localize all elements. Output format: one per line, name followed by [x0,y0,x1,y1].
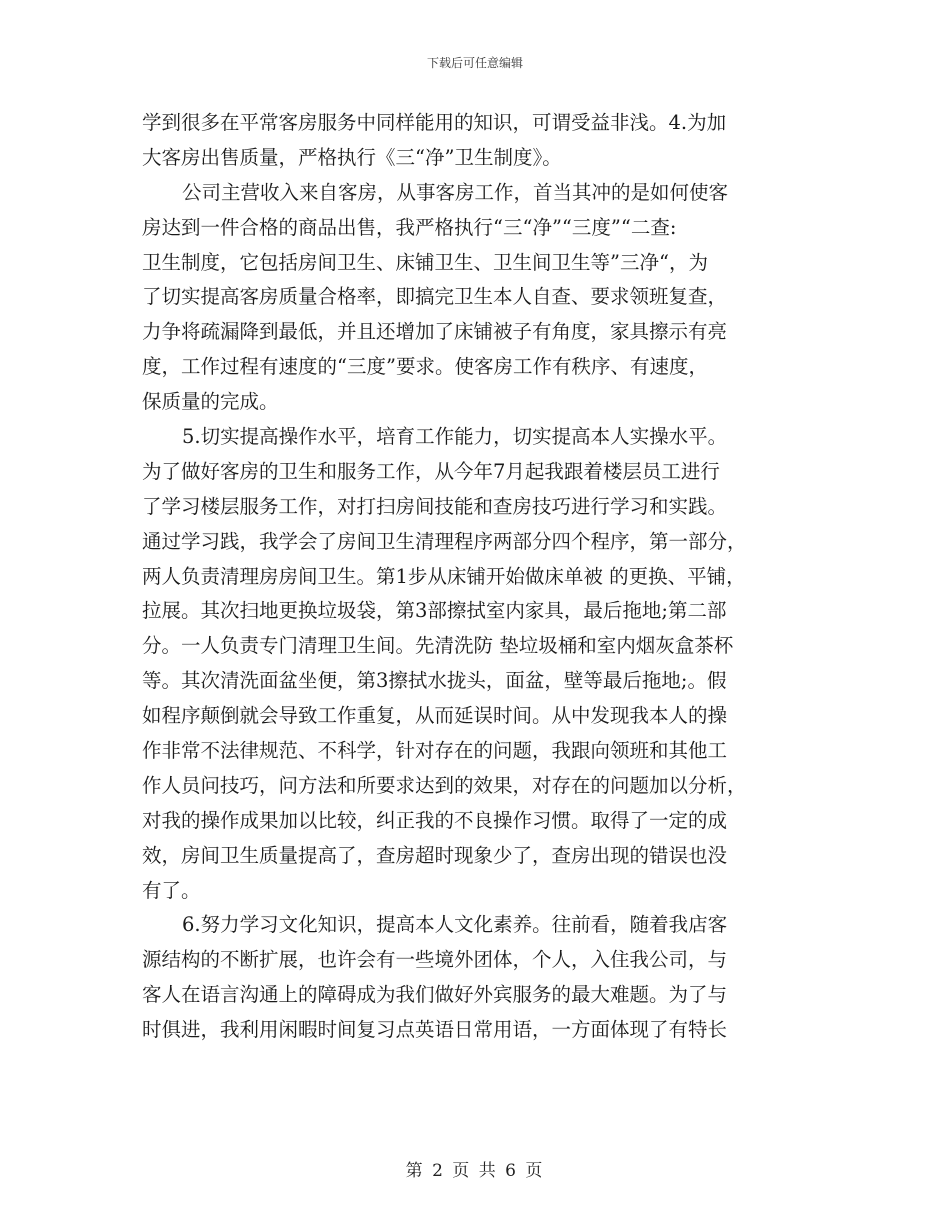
text-line: 6.努力学习文化知识，提高本人文化素养。往前看，随着我店客 [182,913,728,937]
page-number: 第 2 页 共 6 页 [405,1161,545,1181]
text-line: 保质量的完成。 [142,390,279,414]
text-line: 等。其次清洗面盆坐便，第3擦拭水拢头，面盆，壁等最后拖地;。假 [142,669,727,693]
text-line: 有了。 [142,878,201,902]
text-line: 作非常不法律规范、不科学，针对存在的问题，我跟向领班和其他工 [142,739,728,763]
text-line: 客人在语言沟通上的障碍成为我们做好外宾服务的最大难题。为了与 [142,983,728,1007]
text-line: 拉展。其次扫地更换垃圾袋，第3部擦拭室内家具，最后拖地;第二部 [142,599,727,623]
text-line: 大客房出售质量，严格执行《三“净”卫生制度》。 [142,145,562,169]
text-line: 为了做好客房的卫生和服务工作，从今年7月起我跟着楼层员工进行 [142,459,720,483]
text-line: 度，工作过程有速度的“三度”要求。使客房工作有秩序、有速度， [142,355,708,379]
header-note: 下载后可任意编辑 [426,56,523,70]
text-line: 学到很多在平常客房服务中同样能用的知识，可谓受益非浅。4.为加 [142,111,727,134]
text-line: 了切实提高客房质量合格率，即搞完卫生本人自查、要求领班复查， [142,285,728,309]
text-line: 作人员问技巧，问方法和所要求达到的效果，对存在的问题加以分析， [142,773,747,797]
text-line: 对我的操作成果加以比较，纠正我的不良操作习惯。取得了一定的成 [142,808,728,832]
text-line: 效，房间卫生质量提高了，查房超时现象少了，查房出现的错误也没 [142,843,728,867]
text-line: 力争将疏漏降到最低，并且还增加了床铺被子有角度，家具擦示有亮 [142,320,728,344]
text-line: 时俱进，我利用闲暇时间复习点英语日常用语，一方面体现了有特长 [142,1018,728,1042]
text-line: 源结构的不断扩展，也许会有一些境外团体，个人，入住我公司，与 [142,948,728,972]
text-line: 两人负责清理房房间卫生。第1步从床铺开始做床单被 的更换、平铺， [142,564,746,588]
text-line: 如程序颠倒就会导致工作重复，从而延误时间。从中发现我本人的操 [142,704,728,728]
body-text [142,106,812,1048]
text-line: 公司主营收入来自客房，从事客房工作，首当其冲的是如何使客 [182,180,729,204]
text-line: 卫生制度，它包括房间卫生、床铺卫生、卫生间卫生等”三净“，为 [142,250,708,274]
text-line: 分。一人负责专门清理卫生间。先清洗防 垫垃圾桶和室内烟灰盒茶杯 [142,634,734,658]
text-line: 房达到一件合格的商品出售，我严格执行“三“净”“三度”“二查: [142,215,677,239]
text-line: 了学习楼层服务工作，对打扫房间技能和查房技巧进行学习和实践。 [142,494,728,518]
text-line: 通过学习践，我学会了房间卫生清理程序两部分四个程序，第一部分， [142,529,747,553]
text-line: 5.切实提高操作水平，培育工作能力，切实提高本人实操水平。 [182,425,728,449]
